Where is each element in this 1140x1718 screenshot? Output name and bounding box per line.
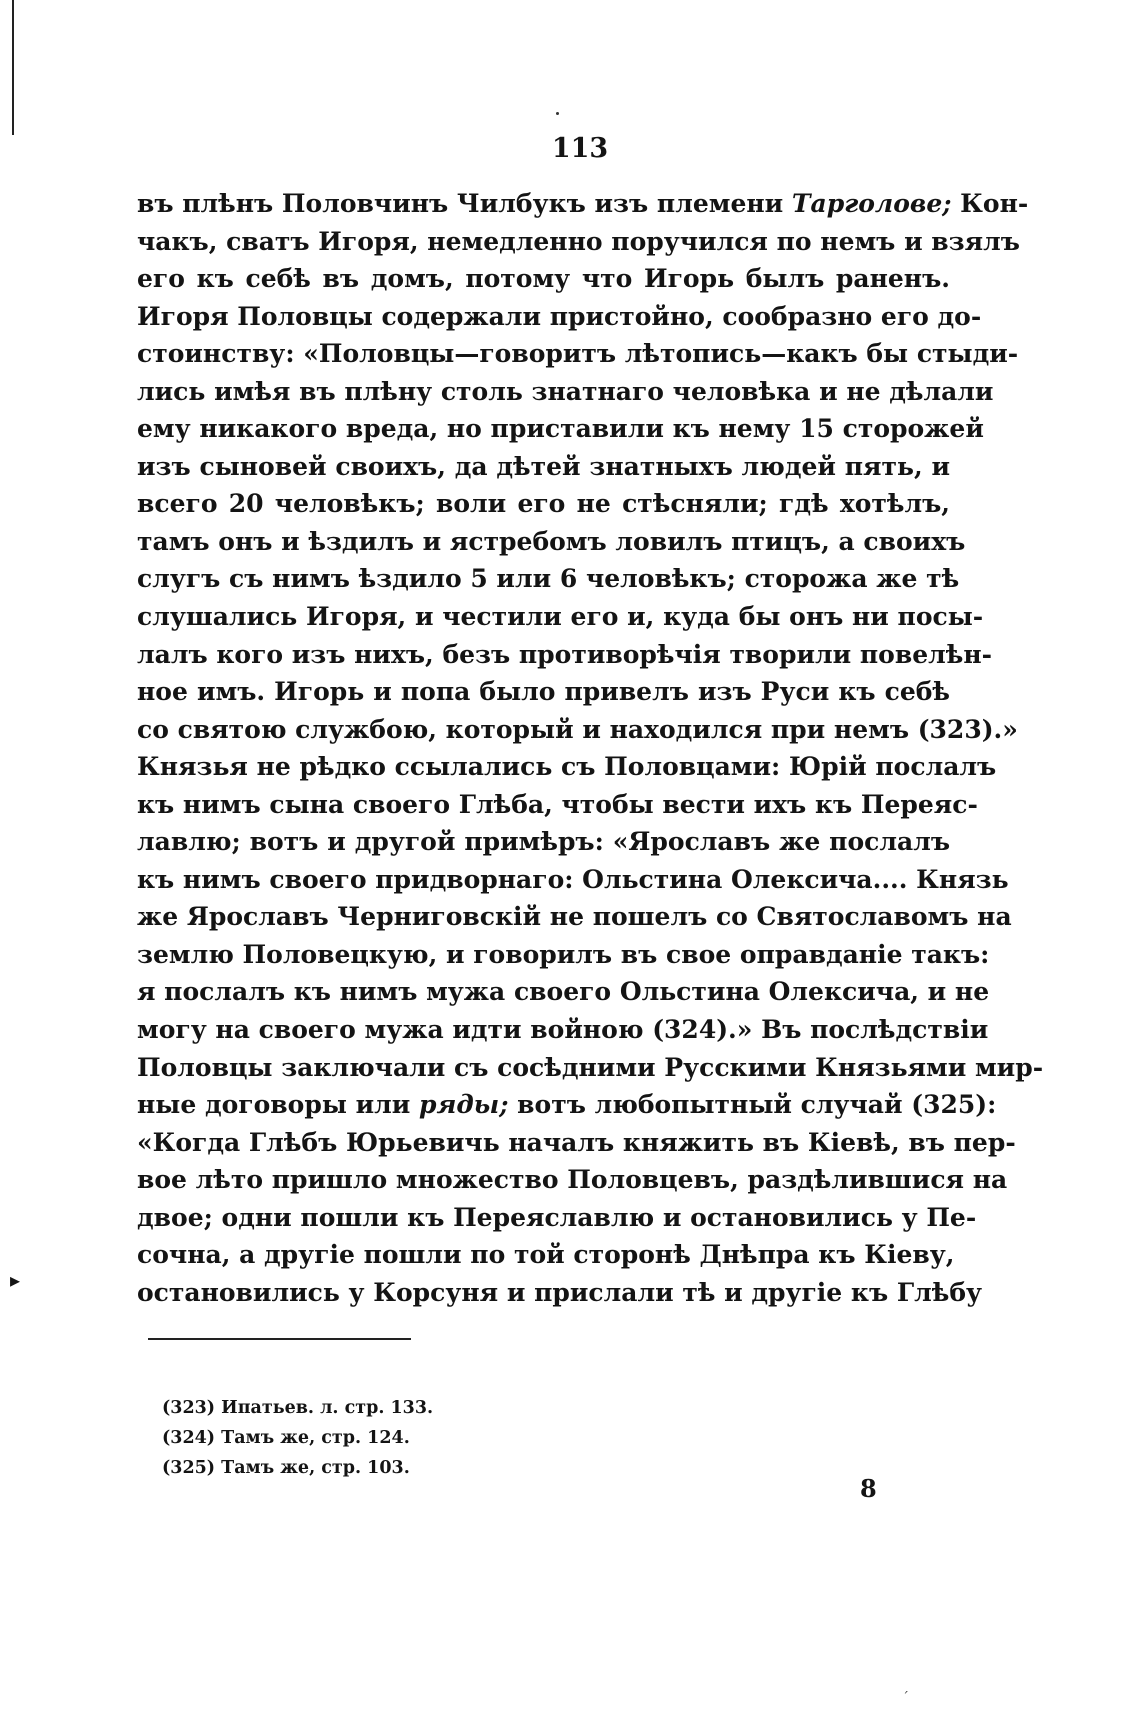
body-line: всего 20 человѣкъ; воли его не стѣсняли; гдѣ хотѣлъ, [137,489,950,519]
page-number: 113 [551,133,609,164]
body-line: къ нимъ сына своего Глѣба, чтобы вести ихъ къ Переяс- [137,789,978,819]
body-line: стоинству: «Половцы—говоритъ лѣтопись—какъ бы стыди- [137,339,1019,369]
body-line: остановились у Корсуня и прислали тѣ и другіе къ Глѣбу [137,1277,982,1307]
body-line: двое; одни пошли къ Переяславлю и остановились у Пе- [137,1202,977,1232]
footnote-divider [148,1338,411,1340]
body-line: я послалъ къ нимъ мужа своего Ольстина Олексича, и не [137,977,990,1007]
body-line: Половцы заключали съ сосѣдними Русскими Князьями мир- [137,1052,1044,1082]
body-line: Игоря Половцы содержали пристойно, сообразно его до- [137,301,982,331]
scan-edge-rule [12,0,14,135]
body-line: же Ярославъ Черниговскій не пошелъ со Святославомъ на [137,902,1012,932]
body-line: сочна, а другіе пошли по той сторонѣ Днѣпра къ Кіеву, [137,1240,955,1270]
margin-arrow-mark: ▸ [10,1268,21,1292]
body-line: ему никакого вреда, но приставили къ нему 15 сторожей [137,414,984,444]
body-line: ные договоры или ряды; вотъ любопытный случай (325): [137,1090,997,1120]
body-line: тамъ онъ и ѣздилъ и ястребомъ ловилъ птицъ, а своихъ [137,526,966,556]
body-line: слугъ съ нимъ ѣздило 5 или 6 человѣкъ; сторожа же тѣ [137,564,960,594]
italic-term: Тарголове; [791,189,952,218]
body-line: къ нимъ своего придворнаго: Ольстина Олексича.... Князь [137,864,1009,894]
body-line: могу на своего мужа идти войною (324).» Въ послѣдствіи [137,1015,989,1045]
body-line: въ плѣнъ Половчинъ Чилбукъ изъ племени Тарголове; Кон- [137,189,1029,218]
signature-mark: 8 [860,1474,877,1503]
footnote-324: (324) Тамъ же, стр. 124. [162,1428,410,1448]
body-line: слушались Игоря, и честили его и, куда бы онъ ни посы- [137,602,984,632]
body-line: со святою службою, который и находился при немъ (323).» [137,714,1018,744]
body-text [137,185,1044,1311]
scan-speck [556,112,559,115]
body-line: изъ сыновей своихъ, да дѣтей знатныхъ людей пять, и [137,451,950,481]
footnote-325: (325) Тамъ же, стр. 103. [162,1458,410,1478]
body-line: землю Половецкую, и говорилъ въ свое оправданіе такъ: [137,939,990,969]
body-line: его къ себѣ въ домъ, потому что Игорь былъ раненъ. [137,264,950,294]
footnotes [162,1393,662,1483]
body-line: Князья не рѣдко ссылались съ Половцами: Юрій послалъ [137,752,997,782]
body-line: чакъ, сватъ Игоря, немедленно поручился по немъ и взялъ [137,226,1020,256]
body-line: вое лѣто пришло множество Половцевъ, раздѣлившися на [137,1165,1008,1195]
scan-mark: ´ [902,1690,909,1706]
italic-term: ряды; [419,1090,509,1120]
footnote-323: (323) Ипатьев. л. стр. 133. [162,1398,434,1418]
body-line: «Когда Глѣбъ Юрьевичь началъ княжить въ Кіевѣ, въ пер- [137,1127,1016,1157]
body-line: лавлю; вотъ и другой примѣръ: «Ярославъ же послалъ [137,827,950,857]
body-line: лалъ кого изъ нихъ, безъ противорѣчія творили повелѣн- [137,639,993,669]
body-line: ное имъ. Игорь и попа было привелъ изъ Руси къ себѣ [137,677,950,707]
body-line: лись имѣя въ плѣну столь знатнаго человѣка и не дѣлали [137,376,994,406]
